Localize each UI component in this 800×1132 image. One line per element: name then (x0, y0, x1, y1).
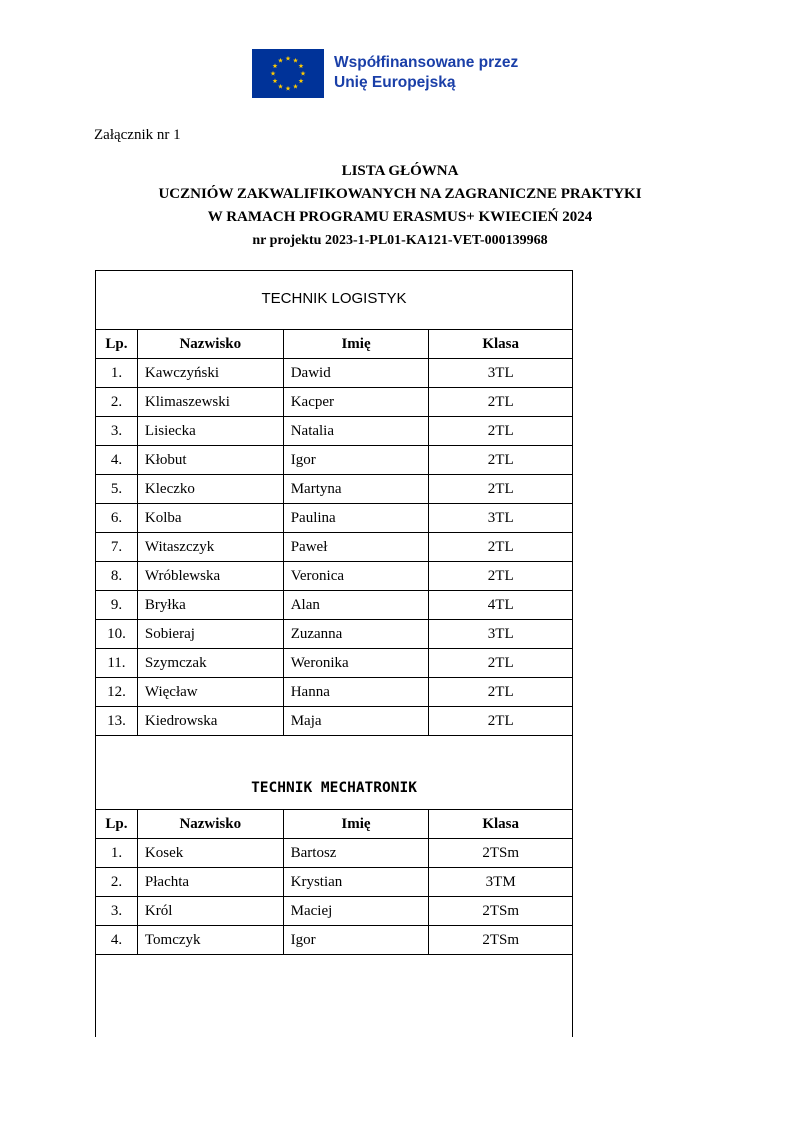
cell-imie: Kacper (283, 388, 429, 417)
cell-nazwisko: Kleczko (137, 475, 283, 504)
students-table-logistyk (95, 329, 573, 736)
table-row (96, 446, 573, 475)
col-header-klasa: Klasa (429, 330, 573, 359)
table-row (96, 678, 573, 707)
cell-nazwisko: Klimaszewski (137, 388, 283, 417)
table-body (96, 359, 573, 736)
project-number: nr projektu 2023-1-PL01-KA121-VET-000139968 (252, 233, 548, 248)
table-row (96, 591, 573, 620)
cell-lp: 13. (96, 707, 138, 736)
cell-imie: Paweł (283, 533, 429, 562)
section-heading-logistyk: TECHNIK LOGISTYK (261, 290, 407, 307)
col-header-imie: Imię (283, 810, 429, 839)
cell-klasa: 2TSm (429, 839, 573, 868)
cell-klasa: 2TL (429, 562, 573, 591)
cell-imie: Maja (283, 707, 429, 736)
title-line-3: W RAMACH PROGRAMU ERASMUS+ KWIECIEŃ 2024 (207, 209, 593, 225)
col-header-nazwisko: Nazwisko (137, 330, 283, 359)
cell-klasa: 4TL (429, 591, 573, 620)
logo-text (334, 53, 518, 93)
cell-klasa: 2TL (429, 678, 573, 707)
cell-nazwisko: Szymczak (137, 649, 283, 678)
col-header-lp: Lp. (96, 330, 138, 359)
table-row (96, 504, 573, 533)
title-line-1: LISTA GŁÓWNA (341, 163, 459, 179)
cell-imie: Maciej (283, 897, 429, 926)
cell-lp: 4. (96, 926, 138, 955)
cell-imie: Veronica (283, 562, 429, 591)
logo-line-2: Unię Europejską (334, 74, 456, 91)
cell-nazwisko: Wróblewska (137, 562, 283, 591)
cell-lp: 4. (96, 446, 138, 475)
cell-imie: Igor (283, 926, 429, 955)
cell-nazwisko: Kłobut (137, 446, 283, 475)
cell-klasa: 2TSm (429, 897, 573, 926)
cell-lp: 1. (96, 359, 138, 388)
cell-imie: Martyna (283, 475, 429, 504)
cell-nazwisko: Bryłka (137, 591, 283, 620)
table-row (96, 417, 573, 446)
col-header-klasa: Klasa (429, 810, 573, 839)
eu-flag-icon (252, 49, 324, 98)
section-heading-mechatronik: TECHNIK MECHATRONIK (251, 780, 417, 796)
cell-klasa: 2TSm (429, 926, 573, 955)
cell-lp: 7. (96, 533, 138, 562)
cell-lp: 8. (96, 562, 138, 591)
table-row (96, 359, 573, 388)
cell-lp: 3. (96, 897, 138, 926)
logo-line-1: Współfinansowane przez (334, 54, 519, 71)
cell-lp: 1. (96, 839, 138, 868)
cell-imie: Natalia (283, 417, 429, 446)
table-row (96, 897, 573, 926)
cell-nazwisko: Witaszczyk (137, 533, 283, 562)
cell-lp: 6. (96, 504, 138, 533)
cell-imie: Dawid (283, 359, 429, 388)
cell-imie: Igor (283, 446, 429, 475)
annex-label: Załącznik nr 1 (94, 127, 181, 143)
table-header-row (96, 810, 573, 839)
eu-cofunding-logo (252, 49, 542, 101)
cell-lp: 10. (96, 620, 138, 649)
cell-nazwisko: Kosek (137, 839, 283, 868)
cell-nazwisko: Płachta (137, 868, 283, 897)
cell-lp: 9. (96, 591, 138, 620)
col-header-nazwisko: Nazwisko (137, 810, 283, 839)
cell-klasa: 2TL (429, 707, 573, 736)
cell-lp: 5. (96, 475, 138, 504)
cell-nazwisko: Kawczyński (137, 359, 283, 388)
cell-klasa: 3TL (429, 504, 573, 533)
cell-klasa: 2TL (429, 649, 573, 678)
cell-lp: 2. (96, 868, 138, 897)
cell-nazwisko: Sobieraj (137, 620, 283, 649)
table-row (96, 926, 573, 955)
table-row (96, 533, 573, 562)
table-body (96, 839, 573, 955)
col-header-imie: Imię (283, 330, 429, 359)
document-title (0, 160, 800, 252)
cell-imie: Bartosz (283, 839, 429, 868)
table-header-row (96, 330, 573, 359)
table-row (96, 649, 573, 678)
students-table-mechatronik (95, 809, 573, 955)
cell-imie: Hanna (283, 678, 429, 707)
cell-imie: Zuzanna (283, 620, 429, 649)
cell-lp: 12. (96, 678, 138, 707)
cell-klasa: 3TM (429, 868, 573, 897)
table-row (96, 475, 573, 504)
cell-klasa: 2TL (429, 475, 573, 504)
cell-klasa: 3TL (429, 359, 573, 388)
cell-nazwisko: Król (137, 897, 283, 926)
table-row (96, 868, 573, 897)
cell-lp: 11. (96, 649, 138, 678)
cell-klasa: 2TL (429, 533, 573, 562)
cell-klasa: 2TL (429, 446, 573, 475)
cell-lp: 3. (96, 417, 138, 446)
table-row (96, 839, 573, 868)
cell-imie: Krystian (283, 868, 429, 897)
cell-klasa: 3TL (429, 620, 573, 649)
table-row (96, 388, 573, 417)
cell-nazwisko: Tomczyk (137, 926, 283, 955)
col-header-lp: Lp. (96, 810, 138, 839)
cell-imie: Alan (283, 591, 429, 620)
cell-klasa: 2TL (429, 388, 573, 417)
cell-imie: Weronika (283, 649, 429, 678)
cell-klasa: 2TL (429, 417, 573, 446)
table-row (96, 707, 573, 736)
title-line-2: UCZNIÓW ZAKWALIFIKOWANYCH NA ZAGRANICZNE PRAKTYKI (158, 186, 642, 202)
cell-imie: Paulina (283, 504, 429, 533)
table-row (96, 562, 573, 591)
table-row (96, 620, 573, 649)
cell-nazwisko: Więcław (137, 678, 283, 707)
cell-nazwisko: Kiedrowska (137, 707, 283, 736)
cell-nazwisko: Lisiecka (137, 417, 283, 446)
cell-nazwisko: Kolba (137, 504, 283, 533)
cell-lp: 2. (96, 388, 138, 417)
